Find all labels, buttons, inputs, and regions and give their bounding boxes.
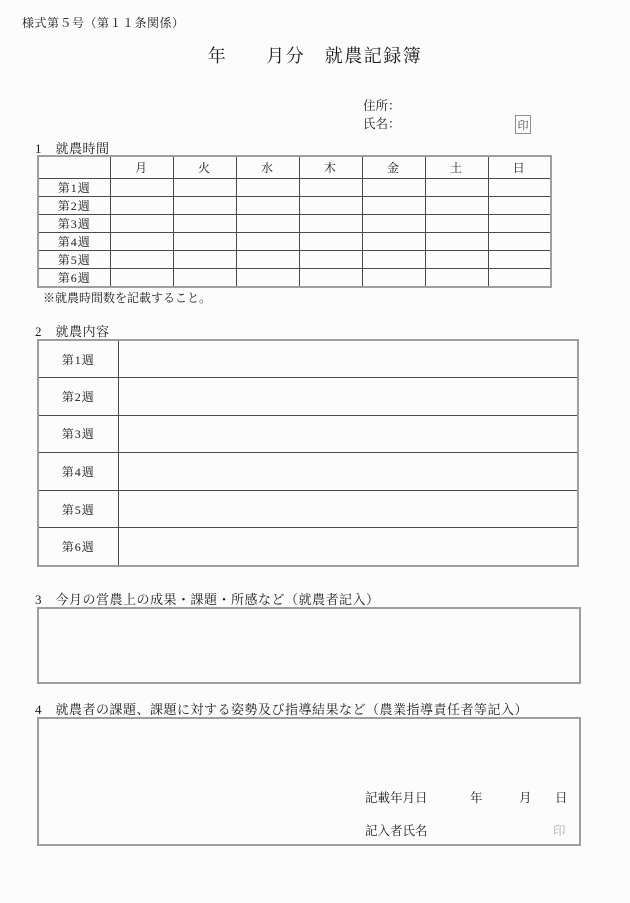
table-row (38, 453, 578, 491)
day-label: 日 (555, 791, 568, 805)
week-label: 第5週 (38, 250, 110, 268)
hours-cell (425, 250, 488, 268)
hours-cell (236, 214, 299, 232)
name-label: 氏名： (363, 117, 401, 131)
hours-cell (488, 214, 551, 232)
hours-cell (236, 250, 299, 268)
table-row (38, 250, 551, 268)
hours-cell (110, 196, 173, 214)
week-label: 第1週 (38, 340, 118, 378)
farming-content-table (37, 339, 579, 567)
hours-cell (362, 232, 425, 250)
hours-cell (173, 178, 236, 196)
hours-cell (425, 196, 488, 214)
hours-cell (110, 232, 173, 250)
week-label: 第3週 (38, 415, 118, 453)
table-row (38, 378, 578, 416)
day-header: 土 (425, 156, 488, 178)
table-row (38, 528, 578, 566)
table-row (38, 340, 578, 378)
hours-cell (173, 268, 236, 287)
writer-name-label: 記入者氏名 (365, 824, 428, 838)
day-header: 火 (173, 156, 236, 178)
hours-cell (488, 250, 551, 268)
hours-cell (236, 268, 299, 287)
hours-cell (299, 250, 362, 268)
day-header: 日 (488, 156, 551, 178)
hours-cell (425, 232, 488, 250)
week-label: 第4週 (38, 232, 110, 250)
week-label: 第5週 (38, 490, 118, 528)
content-cell (118, 415, 578, 453)
hours-cell (236, 178, 299, 196)
content-cell (118, 378, 578, 416)
table-row (38, 178, 551, 196)
hours-cell (488, 196, 551, 214)
hours-cell (425, 214, 488, 232)
week-label: 第6週 (38, 528, 118, 566)
table-row (38, 196, 551, 214)
hours-cell (110, 178, 173, 196)
section3-heading: 3 今月の営農上の成果・課題・所感など（就農者記入） (35, 592, 380, 607)
seal-mark-box (515, 115, 531, 134)
contact-block (363, 97, 401, 133)
hours-cell (299, 232, 362, 250)
hours-cell (362, 214, 425, 232)
entry-date-label: 記載年月日 (365, 791, 428, 805)
content-cell (118, 340, 578, 378)
section1-heading: 1 就農時間 (35, 141, 110, 156)
year-label: 年 (470, 791, 483, 805)
day-header: 木 (299, 156, 362, 178)
hours-cell (488, 268, 551, 287)
hours-cell (110, 268, 173, 287)
hours-cell (425, 268, 488, 287)
month-label: 月 (519, 791, 532, 805)
hours-cell (488, 232, 551, 250)
hours-cell (236, 196, 299, 214)
hours-cell (173, 250, 236, 268)
content-cell (118, 453, 578, 491)
week-label: 第1週 (38, 178, 110, 196)
table-row (38, 214, 551, 232)
week-label: 第2週 (38, 196, 110, 214)
hours-note: ※就農時間数を記載すること。 (43, 291, 212, 305)
hours-cell (173, 232, 236, 250)
writer-seal-mark: 印 (553, 824, 566, 838)
address-label: 住所： (363, 99, 401, 113)
achievements-box (37, 607, 581, 684)
week-label: 第2週 (38, 378, 118, 416)
section2-heading: 2 就農内容 (35, 324, 110, 339)
corner-cell (38, 156, 110, 178)
hours-cell (488, 178, 551, 196)
day-header: 金 (362, 156, 425, 178)
hours-cell (362, 178, 425, 196)
hours-cell (173, 196, 236, 214)
table-row (38, 415, 578, 453)
hours-cell (173, 214, 236, 232)
section4-heading: 4 就農者の課題、課題に対する姿勢及び指導結果など（農業指導責任者等記入） (35, 702, 529, 717)
day-header: 水 (236, 156, 299, 178)
table-row (38, 268, 551, 287)
hours-cell (299, 178, 362, 196)
hours-cell (236, 232, 299, 250)
content-cell (118, 490, 578, 528)
seal-mark-label: 印 (517, 119, 529, 132)
hours-cell (425, 178, 488, 196)
hours-cell (299, 268, 362, 287)
day-header: 月 (110, 156, 173, 178)
hours-cell (362, 250, 425, 268)
page-title: 年 月分 就農記録簿 (207, 46, 423, 66)
content-cell (118, 528, 578, 566)
hours-cell (362, 196, 425, 214)
form-number: 様式第５号（第１１条関係） (22, 16, 185, 30)
hours-cell (299, 196, 362, 214)
hours-cell (299, 214, 362, 232)
farming-hours-table (37, 155, 552, 288)
hours-cell (110, 214, 173, 232)
week-label: 第6週 (38, 268, 110, 287)
week-label: 第4週 (38, 453, 118, 491)
table-header-row (38, 156, 551, 178)
table-row (38, 232, 551, 250)
week-label: 第3週 (38, 214, 110, 232)
hours-cell (362, 268, 425, 287)
table-row (38, 490, 578, 528)
guidance-box (37, 717, 581, 846)
hours-cell (110, 250, 173, 268)
